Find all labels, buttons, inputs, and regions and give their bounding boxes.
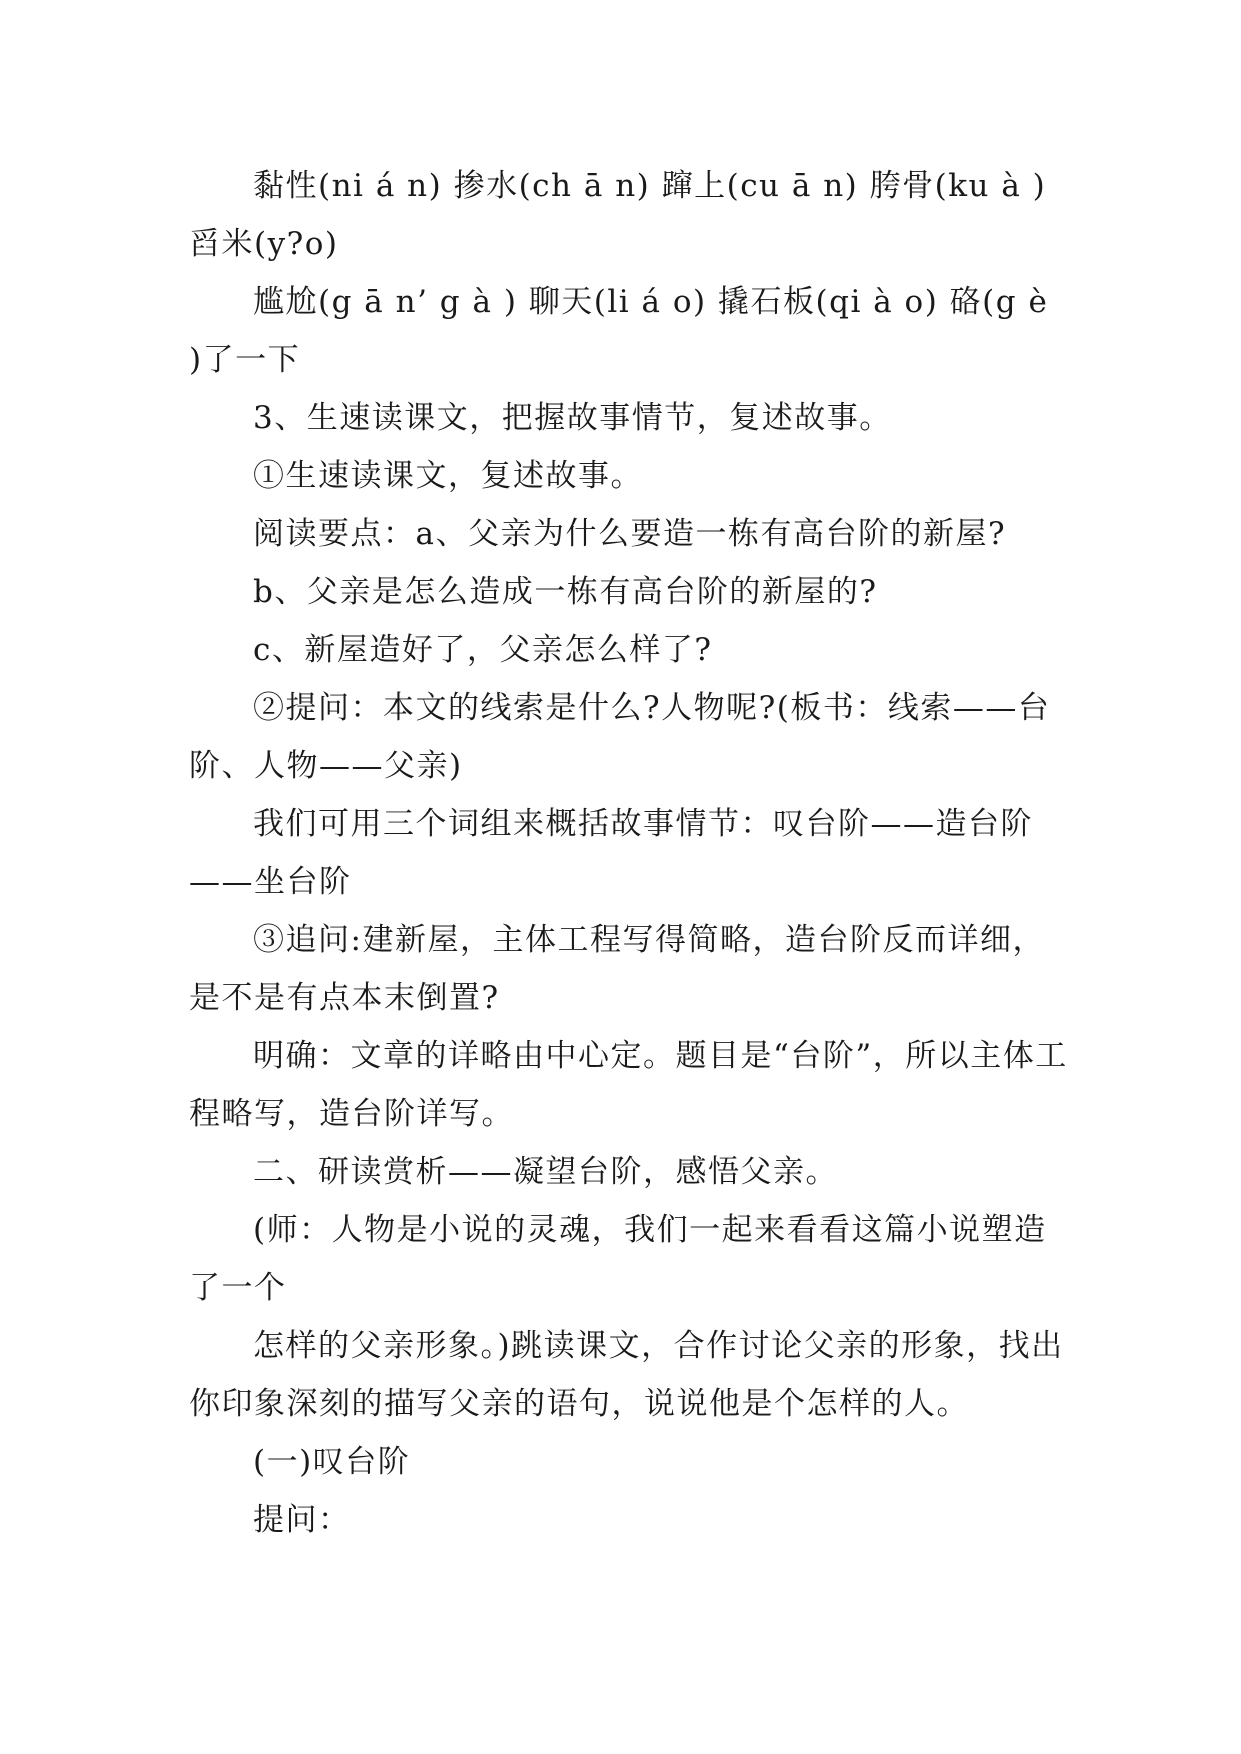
- paragraph: ③追问:建新屋，主体工程写得简略，造台阶反而详细，是不是有点本末倒置?: [189, 922, 1045, 1016]
- paragraph: 黏性(ni á n) 掺水(ch ā n) 蹿上(cu ā n) 胯骨(ku à ) 舀米(y?o): [189, 168, 1047, 262]
- paragraph: 尴尬(g ā n’ g à ) 聊天(li á o) 撬石板(qi à o) 硌(g è )了一下: [189, 284, 1049, 378]
- paragraph: 阅读要点：a、父亲为什么要造一栋有高台阶的新屋?: [253, 516, 1007, 552]
- paragraph: b、父亲是怎么造成一栋有高台阶的新屋的?: [253, 574, 878, 610]
- paragraph: ①生速读课文，复述故事。: [253, 458, 643, 494]
- paragraph: ②提问：本文的线索是什么?人物呢?(板书：线索——台阶、人物——父亲): [189, 690, 1051, 784]
- paragraph: 我们可用三个词组来概括故事情节：叹台阶——造台阶——坐台阶: [189, 806, 1033, 900]
- paragraph: 二、研读赏析——凝望台阶，感悟父亲。: [253, 1154, 838, 1190]
- document-body: [189, 157, 1069, 1549]
- paragraph: 怎样的父亲形象。)跳读课文，合作讨论父亲的形象，找出你印象深刻的描写父亲的语句，说说他是个怎样的人。: [189, 1328, 1064, 1422]
- paragraph: (一)叹台阶: [253, 1444, 411, 1480]
- paragraph: (师：人物是小说的灵魂，我们一起来看看这篇小说塑造了一个: [189, 1212, 1047, 1306]
- paragraph: 3、生速读课文，把握故事情节，复述故事。: [253, 400, 892, 436]
- paragraph: c、新屋造好了，父亲怎么样了?: [253, 632, 713, 668]
- paragraph: 提问：: [253, 1502, 351, 1538]
- paragraph: 明确：文章的详略由中心定。题目是“台阶”，所以主体工程略写，造台阶详写。: [189, 1038, 1068, 1132]
